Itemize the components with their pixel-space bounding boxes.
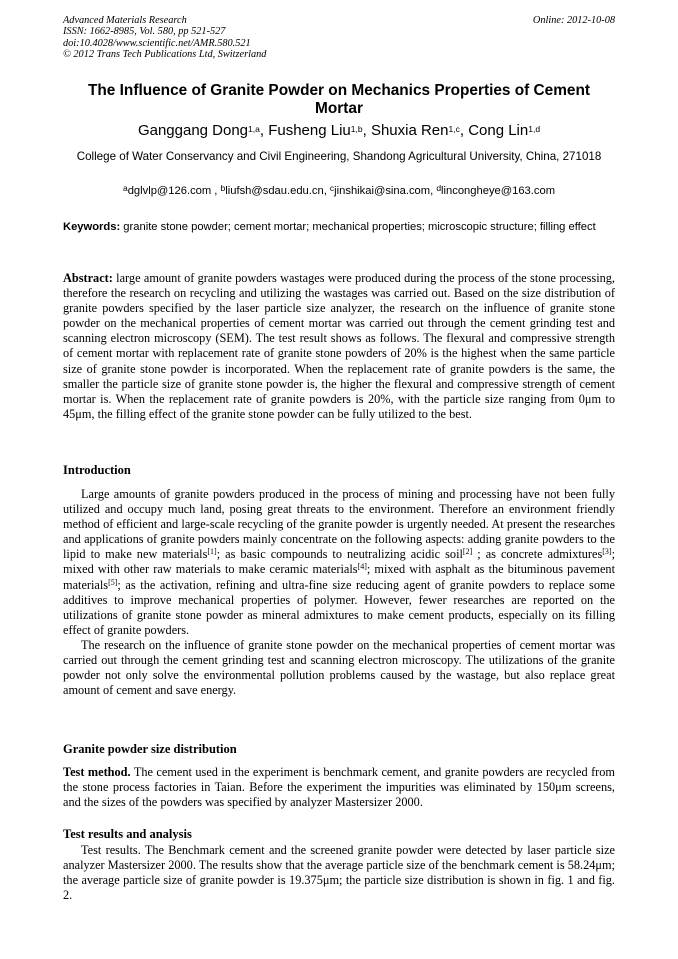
- text-run: ; as concrete admixtures: [472, 547, 603, 562]
- author-name: Shuxia Ren: [370, 122, 449, 139]
- affiliation: College of Water Conservancy and Civil Engineering, Shandong Agricultural University, China, 271018: [76, 150, 602, 163]
- email-address[interactable]: jinshikai@sina.com: [334, 185, 431, 197]
- author-list: [63, 122, 615, 140]
- author-affil-mark: 1,c: [448, 124, 460, 134]
- text-run: ; mixed with other raw materials to make ceramic materials: [63, 547, 616, 577]
- text-run: ; as the activation, refining and ultra-fine size reducing agent of granite powders to replace some additives to improve mechanical properties of polymer. However, fewer researches are reported on the utilizations of granite stone powder as mineral admixtures to make cement products, especially on its filling effect of granite powders.: [63, 577, 615, 637]
- email-mark: d: [436, 183, 442, 193]
- text-run: Large amounts of granite powders produced in the process of mining and processing have not been fully utilized and occupy much land, posing great threats to the environment. Therefore an environment friendly method of efficient and large-scale recycling of the granite powder is urgently needed. At present the researches and applications of granite powders mainly concentrate on the following aspects: adding granite powders to the lipid to make new materials: [63, 487, 615, 562]
- journal-doi: doi:10.4028/www.scientific.net/AMR.580.521: [63, 37, 251, 49]
- text-run: ; mixed with asphalt as the bituminous pavement materials: [63, 562, 615, 592]
- email-mark: a: [122, 183, 128, 193]
- journal-name: Advanced Materials Research: [63, 15, 187, 26]
- introduction-body: [63, 487, 615, 698]
- email-list: [63, 184, 615, 198]
- keywords-text: granite stone powder; cement mortar; mechanical properties; microscopic structure; filling effect: [120, 221, 596, 233]
- granite-size-heading: Granite powder size distribution: [63, 742, 237, 756]
- paper-title: The Influence of Granite Powder on Mechanics Properties of Cement Mortar: [88, 82, 590, 117]
- author-name: Fusheng Liu: [268, 122, 351, 139]
- citation-ref[interactable]: [4]: [357, 562, 367, 572]
- author-affil-mark: 1,a: [248, 124, 260, 134]
- author-separator: ,: [259, 122, 269, 139]
- email-separator: ,: [323, 185, 330, 197]
- author-name: Ganggang Dong: [137, 122, 249, 139]
- email-mark: c: [329, 183, 335, 193]
- author-name: Cong Lin: [468, 122, 529, 139]
- keywords-label: Keywords:: [63, 221, 121, 233]
- journal-issn: ISSN: 1662-8985, Vol. 580, pp 521-527: [63, 26, 226, 38]
- author-affil-mark: 1,b: [350, 124, 363, 134]
- test-results-text: Test results. The Benchmark cement and the screened granite powder were detected by laser particle size analyzer Mastersizer 2000. The results show that the average particle size of the benchmark cement is 58.24μm; the average particle size of granite powder is 19.375μm; the particle size distribution is shown in fig. 1 and fig. 2.: [63, 843, 615, 903]
- email-address[interactable]: lincongheye@163.com: [441, 185, 556, 197]
- test-results-heading: Test results and analysis: [63, 827, 192, 841]
- email-address[interactable]: dglvlp@126.com: [127, 185, 212, 197]
- test-method-text: The cement used in the experiment is benchmark cement, and granite powders are recycled from the stone process factories in Taian. Before the experiment the impurities was eliminated by 150μm screens, and the sizes of the powders was specified by analyzer Mastersizer 2000.: [63, 765, 615, 810]
- citation-ref[interactable]: [2]: [462, 547, 473, 557]
- email-address[interactable]: liufsh@sdau.edu.cn: [225, 185, 324, 197]
- introduction-paragraph-2: The research on the influence of granite stone powder on the mechanical properties of cement mortar was carried out through the cement grinding test and scanning electron microscopy. The utilizations of the granite powder not only solve the environmental pollution problems caused by the wastage, but also replace great amount of cement and save energy.: [63, 637, 615, 698]
- online-date: Online: 2012-10-08: [532, 15, 615, 26]
- email-mark: b: [220, 183, 226, 193]
- citation-ref[interactable]: [1]: [207, 547, 217, 557]
- introduction-paragraph-1: [63, 487, 615, 638]
- email-separator: ,: [430, 185, 437, 197]
- journal-header: [63, 15, 615, 60]
- author-separator: ,: [362, 122, 371, 139]
- test-method-paragraph: [63, 765, 615, 810]
- test-method-label: Test method.: [63, 765, 131, 779]
- test-results-paragraph: [63, 843, 615, 903]
- abstract: [63, 271, 615, 422]
- email-separator: ,: [211, 185, 221, 197]
- author-affil-mark: 1,d: [528, 124, 541, 134]
- text-run: ; as basic compounds to neutralizing acidic soil: [216, 547, 463, 562]
- citation-ref[interactable]: [3]: [602, 547, 612, 557]
- keywords: [63, 220, 615, 234]
- abstract-label: Abstract:: [63, 271, 113, 285]
- introduction-heading: Introduction: [63, 463, 131, 477]
- journal-copyright: © 2012 Trans Tech Publications Ltd, Switzerland: [63, 48, 267, 60]
- citation-ref[interactable]: [5]: [108, 577, 118, 587]
- abstract-text: large amount of granite powders wastages were produced during the process of the stone processing, therefore the research on recycling and utilizing the wastages was carried out. Based on the size distribution of granite powders specified by the laser particle size analyzer, the research on the influence of granite stone powder on the mechanical properties of cement mortar was carried out through the cement grinding test and scanning electron microscopy (SEM). The test result shows as follows. The flexural and compressive strength of cement mortar with replacement rate of granite stone powders of 20% is the highest when the same particle size of granite stone powder is incorporated. When the replacement rate of granite powders is the same, the smaller the particle size of granite stone powder is, the higher the flexural and compressive strength of cement mortar is. When the replacement rate of granite powders is 20%, with the particle size ranging from 0μm to 45μm, the filling effect of the granite stone powder can be fully utilized to the best.: [63, 271, 615, 421]
- author-separator: ,: [459, 122, 469, 139]
